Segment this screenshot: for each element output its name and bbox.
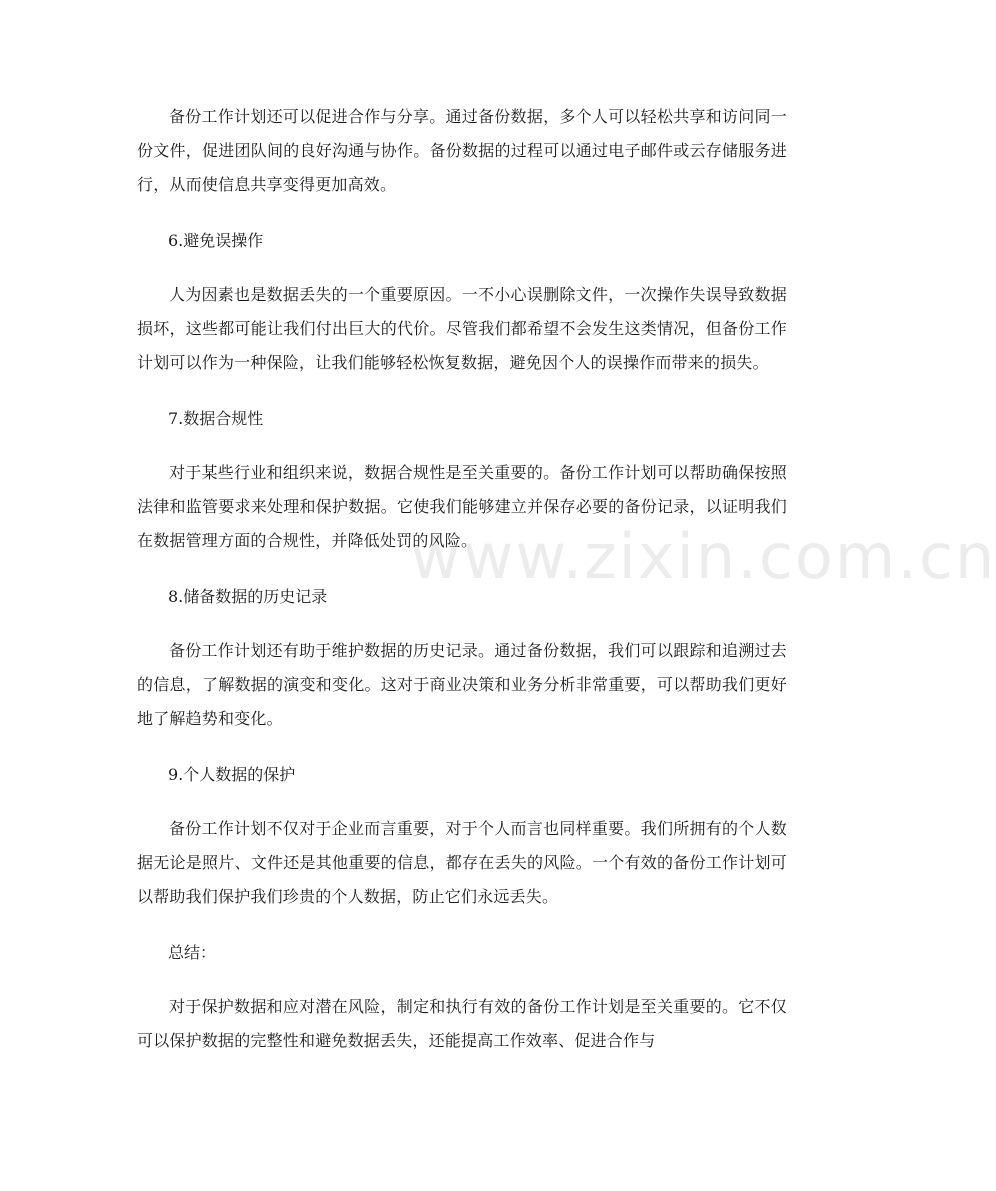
paragraph-collaboration: 备份工作计划还可以促进合作与分享。通过备份数据，多个人可以轻松共享和访问同一份文件，促进团队间的良好沟通与协作。备份数据的过程可以通过电子邮件或云存储服务进行，从而使信息共享变得更加高效。 <box>137 107 787 194</box>
heading-avoid-misoperation: 6.避免误操作 <box>168 231 264 250</box>
heading-history-records: 8.储备数据的历史记录 <box>168 587 328 606</box>
paragraph-personal-data: 备份工作计划不仅对于企业而言重要，对于个人而言也同样重要。我们所拥有的个人数据无论是照片、文件还是其他重要的信息，都存在丢失的风险。一个有效的备份工作计划可以帮助我们保护我们珍贵的个人数据，防止它们永远丢失。 <box>137 819 787 906</box>
heading-data-compliance: 7.数据合规性 <box>168 409 264 428</box>
paragraph-history-records: 备份工作计划还有助于维护数据的历史记录。通过备份数据，我们可以跟踪和追溯过去的信息，了解数据的演变和变化。这对于商业决策和业务分析非常重要，可以帮助我们更好地了解趋势和变化。 <box>137 641 787 728</box>
paragraph-avoid-misoperation: 人为因素也是数据丢失的一个重要原因。一不小心误删除文件，一次操作失误导致数据损坏，这些都可能让我们付出巨大的代价。尽管我们都希望不会发生这类情况，但备份工作计划可以作为一种保险，让我们能够轻松恢复数据，避免因个人的误操作而带来的损失。 <box>137 285 787 372</box>
paragraph-summary: 对于保护数据和应对潜在风险，制定和执行有效的备份工作计划是至关重要的。它不仅可以保护数据的完整性和避免数据丢失，还能提高工作效率、促进合作与 <box>137 997 787 1050</box>
heading-personal-data: 9.个人数据的保护 <box>168 765 296 784</box>
paragraph-data-compliance: 对于某些行业和组织来说，数据合规性是至关重要的。备份工作计划可以帮助确保按照法律和监管要求来处理和保护数据。它使我们能够建立并保存必要的备份记录，以证明我们在数据管理方面的合规性，并降低处罚的风险。 <box>137 463 787 550</box>
watermark-text: www.zixin.com.cn <box>410 520 996 593</box>
heading-summary: 总结： <box>168 943 217 962</box>
